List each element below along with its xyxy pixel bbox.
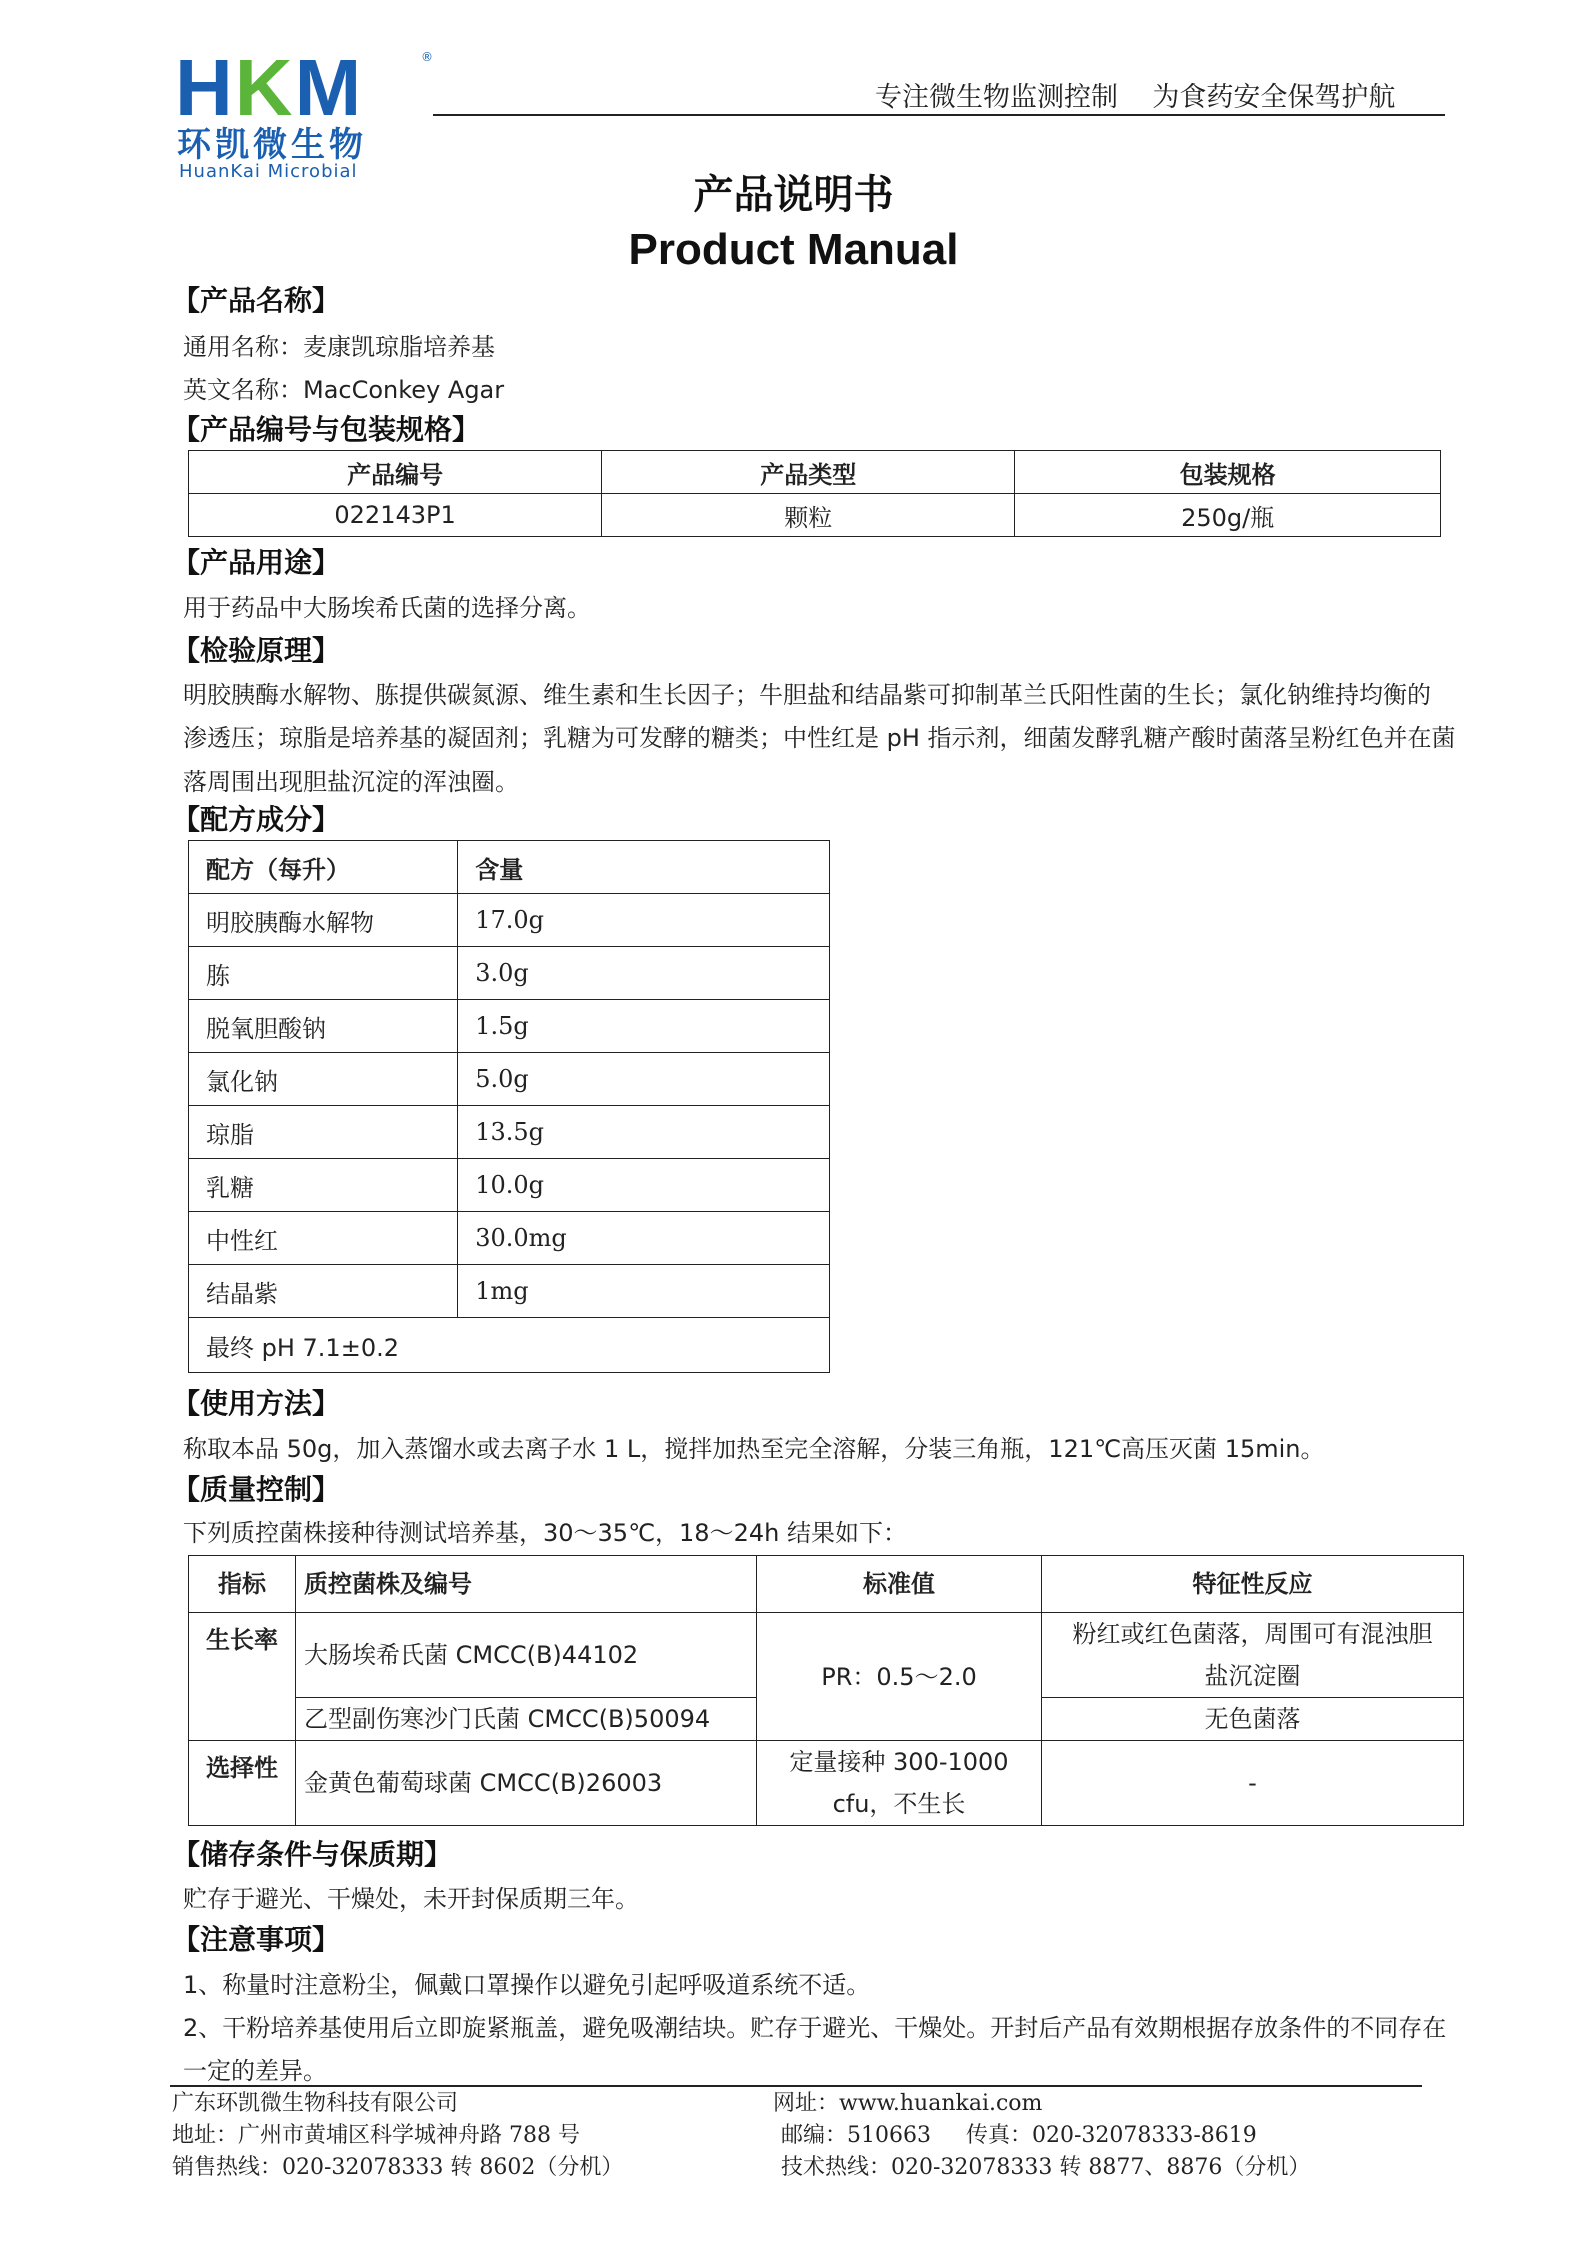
section-heading-use: 【产品用途】 [172,546,341,579]
section-heading-product-name: 【产品名称】 [172,284,341,317]
qc-intro: 下列质控菌株接种待测试培养基，30～35℃，18～24h 结果如下： [183,1519,907,1547]
footer-website: 网址：www.huankai.com [773,2091,1043,2116]
ingredient-amount: 10.0g [458,1159,830,1212]
qc-selective-standard-line-a: 定量接种 300-1000 [789,1748,1009,1776]
english-name: 英文名称：MacConkey Agar [183,376,505,404]
logo-letter-h: H [175,43,235,132]
qc-growth-label: 生长率 [189,1613,296,1741]
qc-header-indicator: 指标 [189,1556,296,1613]
storage-text: 贮存于避光、干燥处，未开封保质期三年。 [183,1885,639,1913]
footer-postcode-fax: 邮编：510663 传真：020-32078333-8619 [781,2123,1257,2148]
spec-product-type: 颗粒 [602,494,1015,537]
ingredient-name: 明胶胰酶水解物 [189,894,458,947]
section-heading-formula: 【配方成分】 [172,803,341,836]
ingredient-amount: 13.5g [458,1106,830,1159]
qc-row [189,1613,1464,1698]
qc-selective-standard [757,1741,1042,1826]
section-heading-notes: 【注意事项】 [172,1923,341,1956]
qc-header-row [189,1556,1464,1613]
formula-row [189,1212,830,1265]
logo-chinese-name: 环凯微生物 [177,125,367,165]
header-slogan: 专注微生物监测控制 为食药安全保驾护航 [875,82,1396,113]
formula-header-name: 配方（每升） [189,841,458,894]
final-ph: 最终 pH 7.1±0.2 [189,1318,830,1373]
qc-growth-strain-2: 乙型副伤寒沙门氏菌 CMCC(B)50094 [296,1698,757,1741]
qc-growth-reaction-1-line-a: 粉红或红色菌落，周围可有混浊胆 [1072,1620,1433,1648]
logo-letter-m: M [294,43,364,132]
formula-row [189,1159,830,1212]
formula-row [189,1106,830,1159]
ingredient-amount: 3.0g [458,947,830,1000]
footer-sales-hotline: 销售热线：020-32078333 转 8602（分机） [172,2155,624,2180]
spec-header-packaging: 包装规格 [1015,451,1441,494]
qc-selective-reaction: - [1042,1741,1464,1826]
principle-line-3: 落周围出现胆盐沉淀的浑浊圈。 [183,768,519,796]
principle-line-1: 明胶胰酶水解物、胨提供碳氮源、维生素和生长因子；牛胆盐和结晶紫可抑制革兰氏阳性菌的生长；氯化钠维持均衡的 [183,681,1431,709]
qc-growth-reaction-1-line-b: 盐沉淀圈 [1204,1662,1301,1690]
generic-name: 通用名称：麦康凯琼脂培养基 [183,333,495,361]
ingredient-name: 琼脂 [189,1106,458,1159]
qc-selective-standard-line-b: cfu，不生长 [832,1790,966,1818]
qc-growth-standard: PR：0.5～2.0 [757,1613,1042,1741]
method-text: 称取本品 50g，加入蒸馏水或去离子水 1 L，搅拌加热至完全溶解，分装三角瓶，121℃高压灭菌 15min。 [183,1435,1325,1463]
qc-growth-strain-1: 大肠埃希氏菌 CMCC(B)44102 [296,1613,757,1698]
formula-header-row [189,841,830,894]
spec-packaging: 250g/瓶 [1015,494,1441,537]
ingredient-name: 乳糖 [189,1159,458,1212]
spec-product-number: 022143P1 [189,494,602,537]
formula-table [188,840,830,1373]
formula-row [189,894,830,947]
formula-row [189,1053,830,1106]
formula-final-ph-row [189,1318,830,1373]
formula-header-amount: 含量 [458,841,830,894]
title-english: Product Manual [628,225,959,274]
spec-header-number: 产品编号 [189,451,602,494]
qc-header-reaction: 特征性反应 [1042,1556,1464,1613]
spec-header-type: 产品类型 [602,451,1015,494]
footer-address: 地址：广州市黄埔区科学城神舟路 788 号 [172,2123,580,2148]
section-heading-method: 【使用方法】 [172,1387,341,1420]
logo-letter-k: K [234,43,295,132]
note-1: 1、称量时注意粉尘，佩戴口罩操作以避免引起呼吸道系统不适。 [183,1971,871,1999]
note-2-line-1: 2、干粉培养基使用后立即旋紧瓶盖，避免吸潮结块。贮存于避光、干燥处。开封后产品有效期根据存放条件的不同存在 [183,2014,1447,2042]
qc-selective-strain: 金黄色葡萄球菌 CMCC(B)26003 [296,1741,757,1826]
footer-divider [170,2085,1422,2087]
qc-growth-reaction-2: 无色菌落 [1042,1698,1464,1741]
company-logo [175,43,435,182]
ingredient-name: 氯化钠 [189,1053,458,1106]
formula-row [189,1265,830,1318]
registered-mark: ® [421,50,433,64]
ingredient-amount: 5.0g [458,1053,830,1106]
section-heading-qc: 【质量控制】 [172,1473,341,1506]
ingredient-name: 结晶紫 [189,1265,458,1318]
section-heading-principle: 【检验原理】 [172,634,341,667]
logo-english-name: HuanKai Microbial [179,161,358,182]
principle-line-2: 渗透压；琼脂是培养基的凝固剂；乳糖为可发酵的糖类；中性红是 pH 指示剂，细菌发酵乳糖产酸时菌落呈粉红色并在菌 [183,724,1456,752]
spec-table [188,450,1441,537]
ingredient-amount: 1.5g [458,1000,830,1053]
footer-company: 广东环凯微生物科技有限公司 [172,2091,459,2116]
qc-growth-reaction-1 [1042,1613,1464,1698]
formula-row [189,1000,830,1053]
title-chinese: 产品说明书 [693,172,894,218]
footer-tech-hotline: 技术热线：020-32078333 转 8877、8876（分机） [781,2155,1311,2180]
header-divider [433,114,1445,116]
section-heading-storage: 【储存条件与保质期】 [172,1838,453,1871]
ingredient-name: 中性红 [189,1212,458,1265]
section-heading-spec: 【产品编号与包装规格】 [172,413,481,446]
use-text: 用于药品中大肠埃希氏菌的选择分离。 [183,594,591,622]
note-2-line-2: 一定的差异。 [183,2057,327,2085]
ingredient-name: 胨 [189,947,458,1000]
qc-row [189,1741,1464,1826]
qc-header-strain: 质控菌株及编号 [296,1556,757,1613]
spec-table-row [189,494,1441,537]
ingredient-amount: 1mg [458,1265,830,1318]
logo-mark [175,43,364,132]
formula-row [189,947,830,1000]
qc-table [188,1555,1464,1826]
ingredient-amount: 30.0mg [458,1212,830,1265]
spec-table-header-row [189,451,1441,494]
ingredient-amount: 17.0g [458,894,830,947]
qc-selective-label: 选择性 [189,1741,296,1826]
ingredient-name: 脱氧胆酸钠 [189,1000,458,1053]
qc-header-standard: 标准值 [757,1556,1042,1613]
